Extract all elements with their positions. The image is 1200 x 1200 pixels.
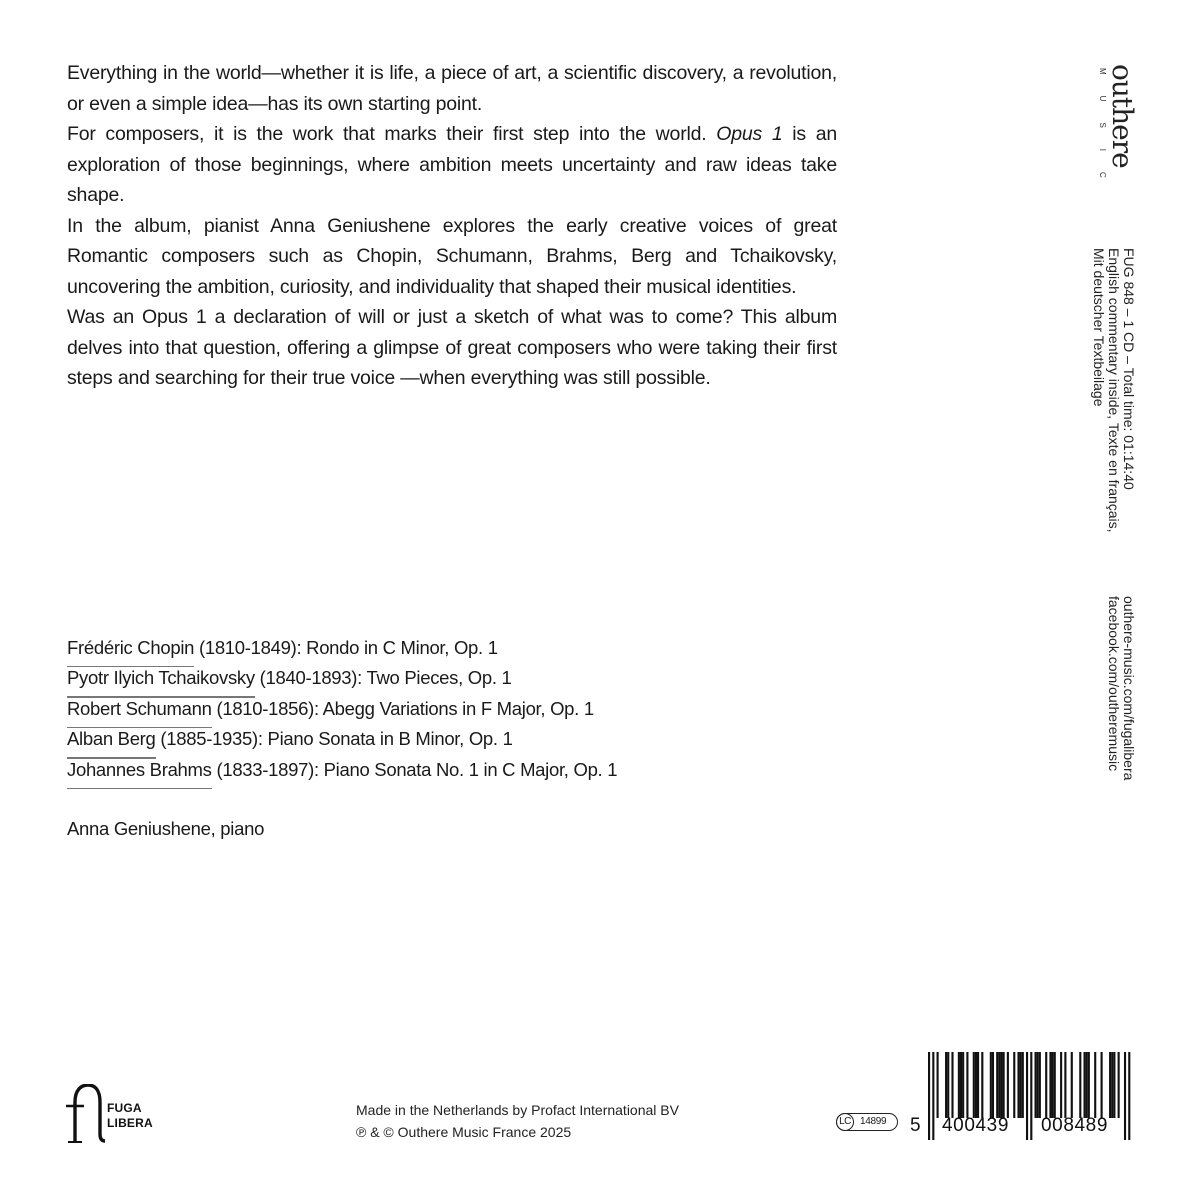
barcode-bar — [1007, 1052, 1009, 1118]
track-item — [67, 724, 617, 754]
lc-number: 14899 — [860, 1116, 887, 1127]
manufacturer-line: Made in the Netherlands by Profact International BV — [356, 1102, 679, 1118]
description-paragraph-4 — [67, 302, 837, 394]
barcode-bar — [1000, 1052, 1002, 1118]
track-item — [67, 633, 617, 663]
barcode-bar — [1037, 1052, 1039, 1118]
barcode-first-digit: 5 — [910, 1115, 922, 1136]
track-item — [67, 663, 617, 693]
barcode-bar — [958, 1052, 960, 1118]
album-title-italic: Opus 1 — [716, 123, 783, 145]
barcode-bar — [990, 1052, 992, 1118]
website-link[interactable]: outhere-music.com/fugalibera — [1121, 596, 1137, 781]
track-list — [67, 633, 617, 785]
composer-name: Frédéric Chopin — [67, 633, 194, 663]
legal-notice — [356, 1099, 679, 1143]
track-detail: (1810-1849): Rondo in C Minor, Op. 1 — [194, 637, 498, 658]
barcode-bar — [1118, 1052, 1120, 1118]
barcode-bar — [996, 1052, 998, 1118]
track-detail: (1833-1897): Piano Sonata No. 1 in C Major, Op. 1 — [211, 758, 618, 780]
barcode-guard-bar — [1124, 1052, 1126, 1140]
barcode-guard-bar — [1026, 1052, 1028, 1140]
barcode-bar — [960, 1052, 962, 1118]
barcode-bar — [992, 1052, 994, 1118]
barcode-bar — [1088, 1052, 1090, 1118]
barcode-bar — [1079, 1052, 1081, 1118]
music-subtitle: MUSIC — [1098, 68, 1107, 199]
description-paragraph-1 — [67, 58, 837, 119]
barcode-bar — [1071, 1052, 1073, 1118]
barcode-bar — [1052, 1052, 1054, 1118]
catalog-line: FUG 848 – 1 CD – Total time: 01:14:40 — [1121, 248, 1137, 490]
language-line-2: Mit deutscher Textbeilage — [1091, 248, 1107, 407]
composer-name: Alban Berg — [67, 724, 156, 754]
barcode-bar — [1039, 1052, 1041, 1118]
barcode-bar — [1045, 1052, 1047, 1118]
barcode-bar — [1101, 1052, 1103, 1118]
outhere-wordmark: outhere — [1106, 64, 1139, 168]
barcode-bar — [1060, 1052, 1062, 1118]
barcode-bar — [1035, 1052, 1037, 1118]
fuga-libera-fl-icon — [64, 1084, 106, 1144]
label-code-badge — [836, 1113, 898, 1131]
barcode-bar — [1064, 1052, 1066, 1118]
barcode-bar — [975, 1052, 977, 1118]
barcode-bar — [937, 1052, 939, 1118]
lc-icon: LC — [836, 1113, 854, 1131]
barcode-guard-bar — [928, 1052, 930, 1140]
composer-name: Johannes Brahms — [67, 755, 212, 785]
album-description — [67, 58, 837, 394]
barcode-bar — [981, 1052, 983, 1118]
barcode-bar — [1083, 1052, 1085, 1118]
barcode-bar — [1094, 1052, 1096, 1118]
track-detail: (1810-1856): Abegg Variations in F Major, Op. 1 — [211, 697, 594, 719]
barcode-bar — [998, 1052, 1000, 1118]
fuga-text-line: FUGA — [107, 1101, 142, 1115]
barcode-bar — [1020, 1052, 1022, 1118]
copyright-line: ℗ & © Outhere Music France 2025 — [356, 1124, 572, 1140]
language-line: English commentary inside, Texte en français, — [1106, 248, 1122, 533]
barcode-bar — [1013, 1052, 1015, 1118]
barcode-bar — [966, 1052, 968, 1118]
barcode-guard-bar — [1128, 1052, 1130, 1140]
track-detail: (1840-1893): Two Pieces, Op. 1 — [254, 667, 512, 689]
barcode-bar — [951, 1052, 953, 1118]
track-detail: (1885-1935): Piano Sonata in B Minor, Op. 1 — [155, 728, 513, 750]
composer-name: Pyotr Ilyich Tchaikovsky — [67, 663, 255, 693]
barcode-guard-bar — [1030, 1052, 1032, 1140]
barcode-bar — [1111, 1052, 1113, 1118]
paragraph-text: In the album, pianist Anna Geniushene explores the early creative voices of great Romantic composers such as Chopin, Schumann, Brahms, Berg and Tchaikovsky, uncovering the ambition, curiosity, and individuality that shaped their musical identities. — [67, 214, 837, 298]
track-item — [67, 755, 617, 785]
performer-credit: Anna Geniushene, piano — [67, 818, 265, 839]
barcode-bar — [1109, 1052, 1111, 1118]
barcode-bar — [1017, 1052, 1019, 1118]
paragraph-text: For composers, it is the work that marks their first step into the world. — [67, 123, 717, 145]
barcode-guard-bar — [932, 1052, 934, 1140]
barcode-bar — [1049, 1052, 1051, 1118]
libera-text-line: LIBERA — [107, 1116, 153, 1130]
paragraph-text: Was an Opus 1 a declaration of will or just a sketch of what was to come? This album delves into that question, offering a glimpse of great composers who were taking their first steps and searching for their true voice —when everything was still possible. — [67, 306, 837, 389]
outhere-music-logo — [1097, 64, 1139, 199]
barcode-left-digits: 400439 — [942, 1115, 1010, 1136]
fuga-libera-text — [107, 1101, 153, 1131]
barcode-bar — [1086, 1052, 1088, 1118]
barcode-bar — [1113, 1052, 1115, 1118]
web-links — [1106, 596, 1136, 780]
barcode-bar — [1054, 1052, 1056, 1118]
barcode-bar — [962, 1052, 964, 1118]
barcode-bar — [1003, 1052, 1005, 1118]
description-paragraph-3 — [67, 211, 837, 303]
paragraph-text: is an exploration of those beginnings, where ambition meets uncertainty and raw ideas take shape. — [67, 123, 837, 206]
track-item — [67, 694, 617, 724]
product-info — [1091, 248, 1136, 533]
facebook-link[interactable]: facebook.com/outheremusic — [1106, 596, 1122, 772]
barcode-bar — [977, 1052, 979, 1118]
composer-name: Robert Schumann — [67, 694, 212, 724]
description-paragraph-2 — [67, 119, 837, 211]
barcode-bar — [1022, 1052, 1024, 1118]
ean-barcode — [910, 1052, 1140, 1144]
barcode-bar — [973, 1052, 975, 1118]
barcode-bar — [947, 1052, 949, 1118]
barcode-bar — [945, 1052, 947, 1118]
barcode-right-digits: 008489 — [1041, 1115, 1109, 1136]
fuga-libera-logo — [64, 1084, 184, 1144]
paragraph-text: Everything in the world—whether it is life, a piece of art, a scientific discovery, a revolution, or even a simple idea—has its own starting point. — [67, 62, 837, 115]
